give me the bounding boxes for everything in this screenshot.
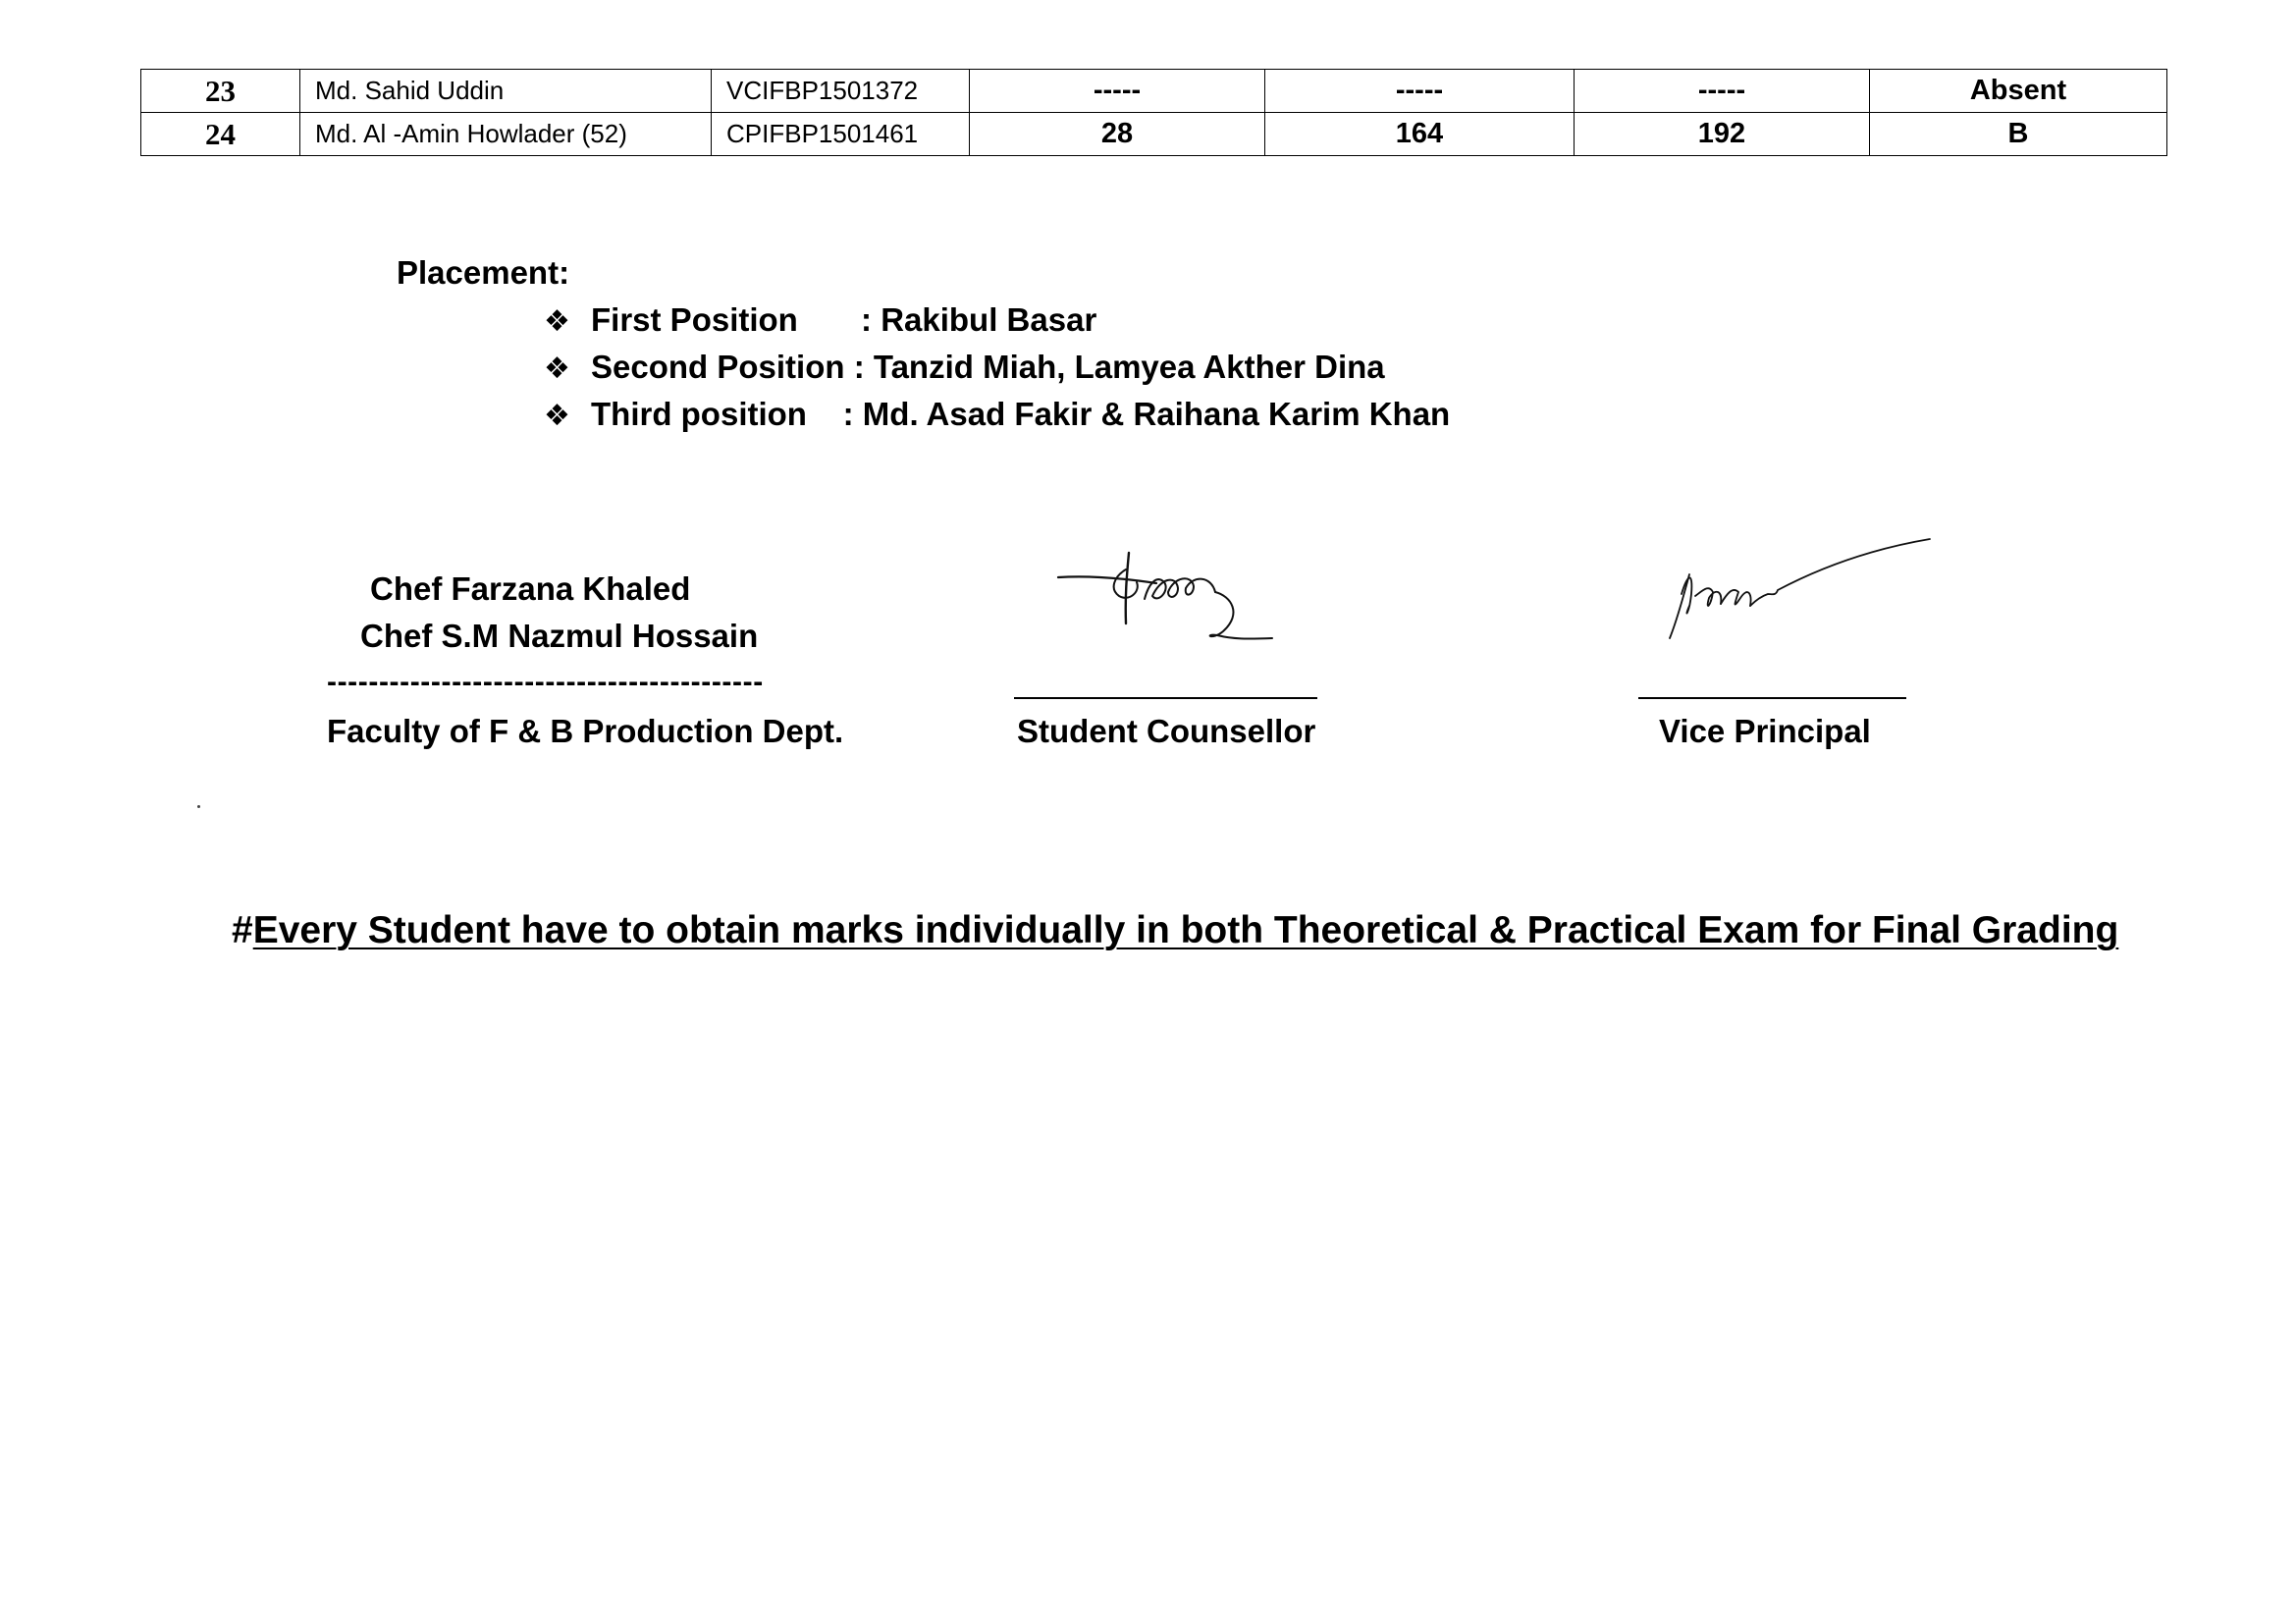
placement-item-third [544,391,1450,438]
table-row [141,113,2167,156]
student-name-cell: Md. Al -Amin Howlader (52) [300,113,712,156]
diamond-bullet-icon: ❖ [544,352,570,386]
position-value: : Rakibul Basar [861,301,1097,338]
serial-cell: 24 [141,113,300,156]
student-name-cell: Md. Sahid Uddin [300,70,712,113]
position-value: : Md. Asad Fakir & Raihana Karim Khan [842,396,1451,432]
faculty-caption: Faculty of F & B Production Dept. [327,713,844,749]
vice-principal-signature-line [1638,697,1906,699]
total-marks-cell: ----- [1575,70,1870,113]
grade-cell: B [1870,113,2167,156]
faculty-signature-line: ------------------------------------------ [327,666,764,698]
counsellor-signature-line [1014,697,1317,699]
position-value: : Tanzid Miah, Lamyea Akther Dina [853,349,1385,385]
practical-marks-cell: ----- [1265,70,1575,113]
placement-list [544,297,1450,438]
note-prefix: # [232,909,253,951]
vice-principal-signature [1654,535,1934,643]
counsellor-caption: Student Counsellor [1017,713,1316,749]
note-text: Every Student have to obtain marks individually in both Theoretical & Practical Exam for Final Grading [252,909,2119,951]
results-table [140,69,2167,156]
total-marks-cell: 192 [1575,113,1870,156]
diamond-bullet-icon: ❖ [544,304,570,339]
position-label: Third position [591,396,843,432]
position-label: Second Position [591,349,854,385]
student-id-cell: CPIFBP1501461 [712,113,970,156]
vice-principal-caption: Vice Principal [1659,713,1871,749]
practical-marks-cell: 164 [1265,113,1575,156]
theory-marks-cell: ----- [970,70,1265,113]
faculty-name-1: Chef Farzana Khaled [370,570,691,607]
placement-heading: Placement: [397,254,570,291]
position-label: First Position [591,301,862,338]
counsellor-signature [1050,545,1286,658]
stray-mark [197,805,200,808]
theory-marks-cell: 28 [970,113,1265,156]
serial-cell: 23 [141,70,300,113]
table-row [141,70,2167,113]
student-id-cell: VCIFBP1501372 [712,70,970,113]
grade-cell: Absent [1870,70,2167,113]
placement-item-second [544,344,1450,391]
diamond-bullet-icon: ❖ [544,399,570,433]
final-grading-note [232,903,2118,958]
faculty-name-2: Chef S.M Nazmul Hossain [360,618,759,654]
placement-item-first [544,297,1450,344]
